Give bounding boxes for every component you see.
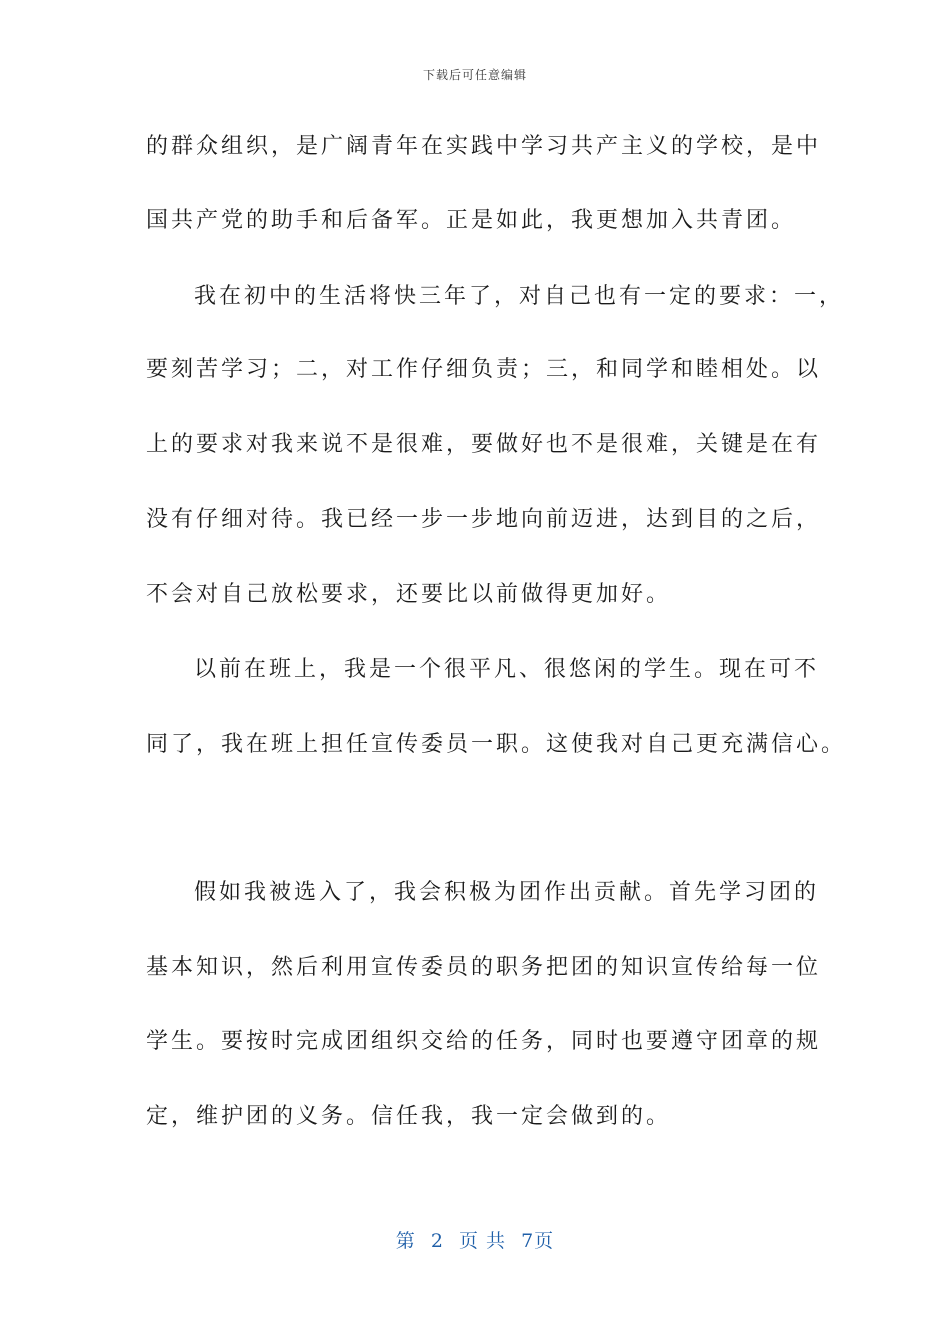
body-line: 上的要求对我来说不是很难，要做好也不是很难，关键是在有 [146, 432, 822, 457]
body-line: 的群众组织，是广阔青年在实践中学习共产主义的学校，是中 [146, 134, 822, 159]
body-line: 要刻苦学习；二，对工作仔细负责；三，和同学和睦相处。以 [146, 357, 822, 382]
page-footer [0, 1226, 950, 1253]
header-note: 下载后可任意编辑 [422, 68, 527, 82]
body-line: 基本知识，然后利用宣传委员的职务把团的知识宣传给每一位 [146, 955, 822, 980]
footer-total-pages: 7页 [521, 1230, 555, 1252]
body-line: 以前在班上，我是一个很平凡、很悠闲的学生。现在可不 [194, 657, 820, 682]
body-line: 不会对自己放松要求，还要比以前做得更加好。 [146, 582, 672, 607]
body-line: 没有仔细对待。我已经一步一步地向前迈进，达到目的之后， [146, 507, 822, 532]
footer-page-number: 2 [430, 1230, 444, 1252]
footer-prefix: 第 [395, 1230, 416, 1252]
footer-middle: 页 共 [459, 1230, 507, 1252]
body-line: 假如我被选入了，我会积极为团作出贡献。首先学习团的 [194, 880, 820, 905]
body-line: 国共产党的助手和后备军。正是如此，我更想加入共青团。 [146, 208, 797, 233]
body-line: 同了，我在班上担任宣传委员一职。这使我对自己更充满信心。 [146, 732, 847, 757]
body-line: 我在初中的生活将快三年了，对自己也有一定的要求：一， [194, 284, 845, 309]
body-line: 定，维护团的义务。信任我，我一定会做到的。 [146, 1104, 672, 1129]
body-line: 学生。要按时完成团组织交给的任务，同时也要遵守团章的规 [146, 1029, 822, 1054]
